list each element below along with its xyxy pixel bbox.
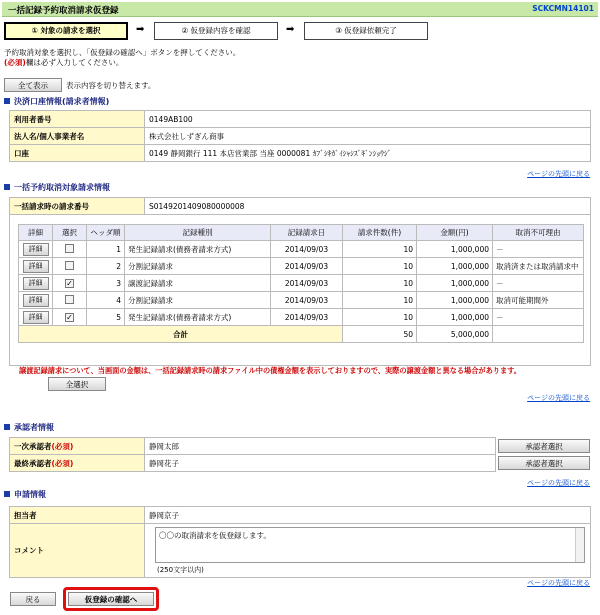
instruction-line-2 xyxy=(4,58,240,68)
cancel-reason: － xyxy=(493,275,584,292)
select-checkbox[interactable] xyxy=(65,261,74,270)
detail-cell xyxy=(19,292,53,309)
page-title: 一括記録予約取消請求仮登録 xyxy=(8,6,119,16)
header-order: 3 xyxy=(87,275,125,292)
column-header: 選択 xyxy=(53,225,87,241)
comment-scrollbar[interactable] xyxy=(575,528,584,562)
select-checkbox[interactable] xyxy=(65,244,74,253)
detail-button[interactable]: 詳細 xyxy=(23,294,49,307)
column-header: ヘッダ順 xyxy=(87,225,125,241)
record-type: 発生記録請求(債務者請求方式) xyxy=(125,309,271,326)
record-type: 分割記録請求 xyxy=(125,292,271,309)
request-count: 10 xyxy=(343,292,417,309)
approver-section-title-text: 承認者情報 xyxy=(14,423,54,432)
request-table xyxy=(18,224,584,343)
apply-section-title-text: 申請情報 xyxy=(14,490,46,499)
column-header: 取消不可理由 xyxy=(493,225,584,241)
confirm-button[interactable]: 仮登録の確認へ xyxy=(68,592,154,606)
section-square-icon xyxy=(4,184,10,190)
request-date: 2014/09/03 xyxy=(271,241,343,258)
amount: 1,000,000 xyxy=(417,275,493,292)
account-value: 0149 静岡銀行 111 本店営業部 当座 0000081 ｶﾌﾞｼｷｶﾞｲｼｬｼｽﾞｷﾞﾝｼｮｳｼﾞ xyxy=(145,145,591,162)
step-2: ② 仮登録内容を確認 xyxy=(154,22,278,40)
select-checkbox[interactable] xyxy=(65,295,74,304)
instruction-line-2-text: 欄は必ず入力してください。 xyxy=(25,58,124,67)
amount: 1,000,000 xyxy=(417,258,493,275)
step-3: ③ 仮登録依頼完了 xyxy=(304,22,428,40)
amount: 1,000,000 xyxy=(417,309,493,326)
apply-row xyxy=(10,507,591,524)
field-label: 口座 xyxy=(10,145,145,162)
screen-code: SCKCMN14101 xyxy=(532,4,594,13)
required-mark: (必須) xyxy=(51,458,74,468)
page-top-link[interactable]: ページの先頭に戻る xyxy=(527,170,590,178)
title-bar xyxy=(2,2,598,17)
cancel-reason: 取消可能期間外 xyxy=(493,292,584,309)
target-section-title xyxy=(4,182,110,193)
final-approver-value: 静岡花子 xyxy=(145,455,496,472)
select-cell xyxy=(53,292,87,309)
request-date: 2014/09/03 xyxy=(271,309,343,326)
field-label: 利用者番号 xyxy=(10,111,145,128)
record-type: 発生記録請求(債務者請求方式) xyxy=(125,241,271,258)
total-empty-cell xyxy=(493,326,584,343)
detail-button[interactable]: 詳細 xyxy=(23,277,49,290)
show-all-button[interactable]: 全て表示 xyxy=(4,78,62,92)
record-type: 分割記録請求 xyxy=(125,258,271,275)
comment-label: コメント xyxy=(10,524,145,578)
account-row xyxy=(10,111,591,128)
total-count: 50 xyxy=(343,326,417,343)
account-table xyxy=(9,110,591,162)
amount: 1,000,000 xyxy=(417,241,493,258)
select-all-button[interactable]: 全選択 xyxy=(48,377,106,391)
instruction-line-1: 予約取消対象を選択し、「仮登録の確認へ」ボタンを押してください。 xyxy=(4,48,241,57)
cancel-reason: 取消済または取消請求中 xyxy=(493,258,584,275)
select-cell xyxy=(53,241,87,258)
page-top-link[interactable]: ページの先頭に戻る xyxy=(527,579,590,587)
request-count: 10 xyxy=(343,309,417,326)
request-count: 10 xyxy=(343,241,417,258)
request-count: 10 xyxy=(343,258,417,275)
table-row xyxy=(19,292,584,309)
detail-cell xyxy=(19,258,53,275)
request-date: 2014/09/03 xyxy=(271,292,343,309)
detail-button[interactable]: 詳細 xyxy=(23,311,49,324)
select-cell xyxy=(53,258,87,275)
approver-button-cell xyxy=(496,455,591,472)
comment-hint: (250文字以内) xyxy=(157,566,204,574)
request-number-value: S0149201409080000008 xyxy=(145,198,591,215)
detail-cell xyxy=(19,309,53,326)
section-square-icon xyxy=(4,424,10,430)
detail-button[interactable]: 詳細 xyxy=(23,260,49,273)
total-amount: 5,000,000 xyxy=(417,326,493,343)
column-header: 金額(円) xyxy=(417,225,493,241)
header-order: 4 xyxy=(87,292,125,309)
step-1: ① 対象の請求を選択 xyxy=(4,22,128,40)
request-count: 10 xyxy=(343,275,417,292)
first-approver-value: 静岡太郎 xyxy=(145,438,496,455)
user-number-value: 0149AB100 xyxy=(145,111,591,128)
approver-row xyxy=(10,438,591,455)
header-order: 5 xyxy=(87,309,125,326)
header-order: 2 xyxy=(87,258,125,275)
final-approver-label xyxy=(10,455,145,472)
header-order: 1 xyxy=(87,241,125,258)
table-row xyxy=(19,258,584,275)
table-row xyxy=(19,309,584,326)
total-label: 合計 xyxy=(19,326,343,343)
person-value: 静岡京子 xyxy=(145,507,591,524)
column-header: 記録請求日 xyxy=(271,225,343,241)
target-section-title-text: 一括予約取消対象請求情報 xyxy=(14,183,110,192)
back-button[interactable]: 戻る xyxy=(10,592,56,606)
apply-section-title xyxy=(4,489,46,500)
detail-button[interactable]: 詳細 xyxy=(23,243,49,256)
amount-warning: 譲渡記録請求について、当画面の金額は、一括記録請求時の請求ファイル中の債権金額を表示しておりますので、実際の譲渡金額と異なる場合があります。 xyxy=(19,366,521,375)
account-section-title xyxy=(4,96,109,107)
table-row xyxy=(19,241,584,258)
request-date: 2014/09/03 xyxy=(271,258,343,275)
final-approver-select-button[interactable]: 承認者選択 xyxy=(498,456,590,470)
comment-text: 〇〇の取消請求を仮登録します。 xyxy=(159,531,271,540)
amount: 1,000,000 xyxy=(417,292,493,309)
required-mark: (必須) xyxy=(51,441,74,451)
arrow-right-icon: ➡ xyxy=(136,24,145,35)
total-row xyxy=(19,326,584,343)
first-approver-label-text: 一次承認者 xyxy=(14,441,52,451)
final-approver-label-text: 最終承認者 xyxy=(14,458,52,468)
table-header-row xyxy=(19,225,584,241)
person-label: 担当者 xyxy=(10,507,145,524)
approver-button-cell xyxy=(496,438,591,455)
select-checkbox[interactable]: ✓ xyxy=(66,278,73,288)
cancel-reason: － xyxy=(493,241,584,258)
request-number-table xyxy=(9,197,591,215)
cancel-reason: － xyxy=(493,309,584,326)
approver-row xyxy=(10,455,591,472)
arrow-right-icon: ➡ xyxy=(286,24,295,35)
approver-table xyxy=(9,437,591,472)
required-mark: (必須) xyxy=(4,58,26,67)
show-all-note: 表示内容を切り替えます。 xyxy=(66,81,156,90)
select-cell xyxy=(53,309,87,326)
request-date: 2014/09/03 xyxy=(271,275,343,292)
column-header: 詳細 xyxy=(19,225,53,241)
account-section-title-text: 決済口座情報(請求者情報) xyxy=(14,97,110,106)
request-rows xyxy=(19,241,584,326)
page-top-link[interactable]: ページの先頭に戻る xyxy=(527,479,590,487)
request-number-label: 一括請求時の請求番号 xyxy=(10,198,145,215)
table-row xyxy=(19,275,584,292)
detail-cell xyxy=(19,241,53,258)
select-cell xyxy=(53,275,87,292)
first-approver-select-button[interactable]: 承認者選択 xyxy=(498,439,590,453)
company-name-value: 株式会社しずぎん商事 xyxy=(145,128,591,145)
section-square-icon xyxy=(4,98,10,104)
record-type: 譲渡記録請求 xyxy=(125,275,271,292)
account-row xyxy=(10,128,591,145)
account-row xyxy=(10,145,591,162)
field-label: 法人名/個人事業者名 xyxy=(10,128,145,145)
select-checkbox[interactable]: ✓ xyxy=(66,312,73,322)
page-top-link[interactable]: ページの先頭に戻る xyxy=(527,394,590,402)
first-approver-label xyxy=(10,438,145,455)
instructions xyxy=(4,48,240,68)
section-square-icon xyxy=(4,491,10,497)
detail-cell xyxy=(19,275,53,292)
column-header: 記録種別 xyxy=(125,225,271,241)
column-header: 請求件数(件) xyxy=(343,225,417,241)
approver-section-title xyxy=(4,422,54,433)
comment-textarea[interactable] xyxy=(155,527,585,563)
